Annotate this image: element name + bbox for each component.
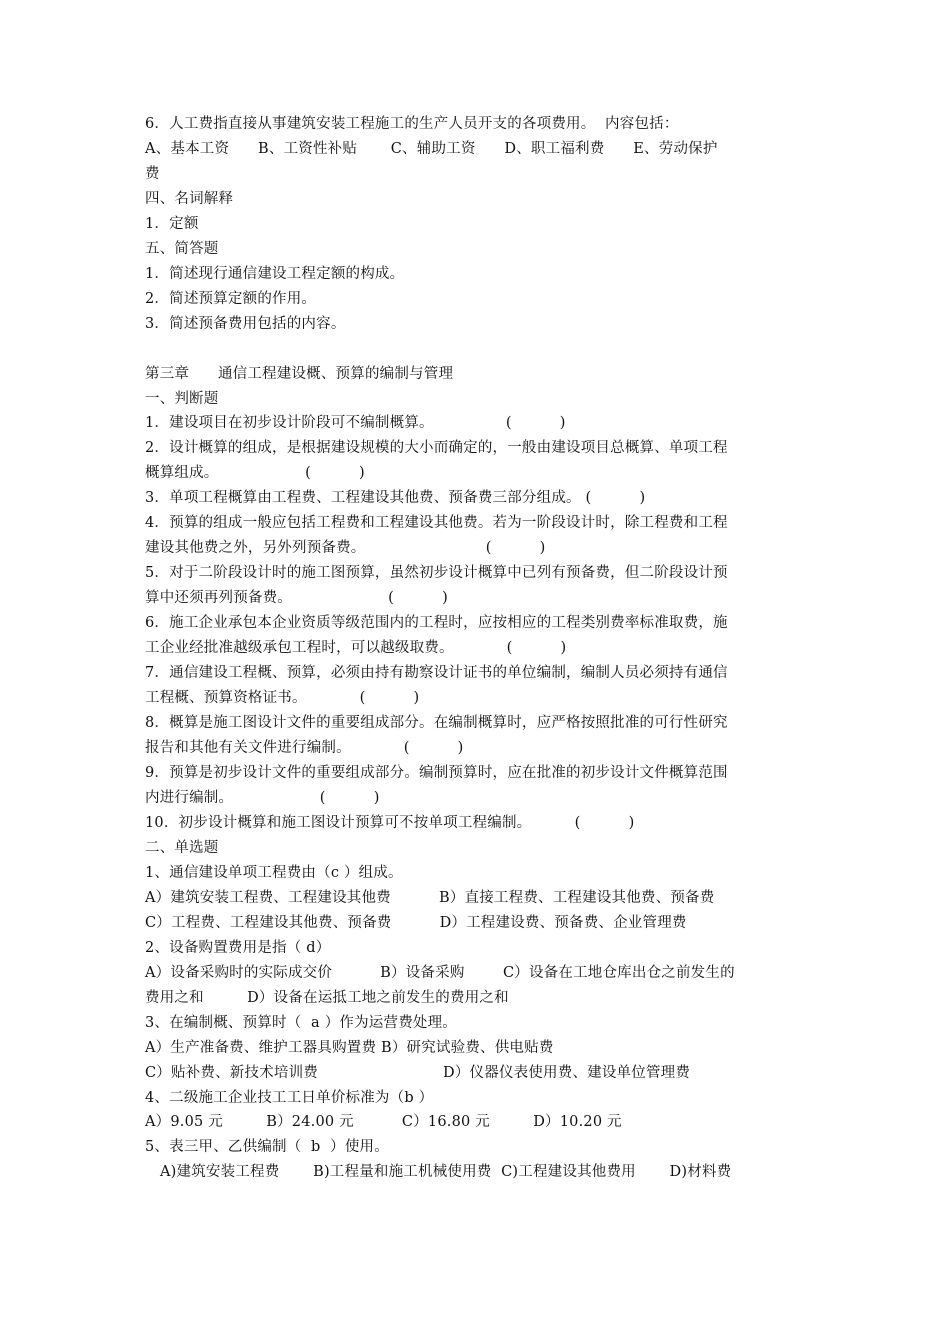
text-line: 5、表三甲、乙供编制（ b ）使用。 xyxy=(145,1139,389,1155)
text-line: 7．通信建设工程概、预算，必须由持有勘察设计证书的单位编制，编制人员必须持有通信 xyxy=(145,665,728,681)
text-line: 2、设备购置费用是指（ d） xyxy=(145,940,331,956)
text-line: 6．人工费指直接从事建筑安装工程施工的生产人员开支的各项费用。 内容包括： xyxy=(145,116,679,132)
text-line: 1、通信建设单项工程费由（c ）组成。 xyxy=(145,865,403,881)
text-line: 3．简述预备费用包括的内容。 xyxy=(145,316,346,332)
text-line: A、基本工资 B、工资性补贴 C、辅助工资 D、职工福利费 E、劳动保护 xyxy=(145,141,718,157)
text-line: 4、二级施工企业技工工日单价标准为（b ） xyxy=(145,1090,434,1106)
text-line: 1．定额 xyxy=(145,216,199,232)
text-line: C）贴补费、新技术培训费 D）仪器仪表使用费、建设单位管理费 xyxy=(145,1065,691,1081)
text-line: 2．简述预算定额的作用。 xyxy=(145,291,317,307)
text-line: 4．预算的组成一般应包括工程费和工程建设其他费。若为一阶段设计时，除工程费和工程 xyxy=(145,515,728,531)
text-line: 建设其他费之外，另外列预备费。 ( ) xyxy=(145,540,546,556)
text-line: 1．简述现行通信建设工程定额的构成。 xyxy=(145,266,405,282)
text-line: C）工程费、工程建设其他费、预备费 D）工程建设费、预备费、企业管理费 xyxy=(145,915,687,931)
text-line: 1．建设项目在初步设计阶段可不编制概算。 ( ) xyxy=(145,415,566,431)
section-heading: 五、简答题 xyxy=(145,241,219,257)
chapter-heading: 第三章 通信工程建设概、预算的编制与管理 xyxy=(145,366,454,382)
text-line: 9．预算是初步设计文件的重要组成部分。编制预算时，应在批准的初步设计文件概算范围 xyxy=(145,765,728,781)
text-line: A）9.05 元 B）24.00 元 C）16.80 元 D）10.20 元 xyxy=(145,1114,622,1130)
text-line: 费 xyxy=(145,166,160,182)
section-heading: 四、名词解释 xyxy=(145,191,234,207)
text-line: 工程概、预算资格证书。 ( ) xyxy=(145,690,420,706)
text-line: 6．施工企业承包本企业资质等级范围内的工程时，应按相应的工程类别费率标准取费，施 xyxy=(145,615,728,631)
text-line: 报告和其他有关文件进行编制。 ( ) xyxy=(145,740,464,756)
text-line: 费用之和 D）设备在运抵工地之前发生的费用之和 xyxy=(145,990,509,1006)
text-line: 工企业经批准越级承包工程时，可以越级取费。 ( ) xyxy=(145,640,567,656)
section-heading: 二、单选题 xyxy=(145,840,219,856)
text-line: A）设备采购时的实际成交价 B）设备采购 C）设备在工地仓库出仓之前发生的 xyxy=(145,965,735,981)
text-line: A）生产准备费、维护工器具购置费 B）研究试验费、供电贴费 xyxy=(145,1040,554,1056)
text-line: A)建筑安装工程费 B)工程量和施工机械使用费 C)工程建设其他费用 D)材料费 xyxy=(160,1164,732,1180)
text-line: 5．对于二阶段设计时的施工图预算，虽然初步设计概算中已列有预备费，但二阶段设计预 xyxy=(145,565,728,581)
text-line: 算中还须再列预备费。 ( ) xyxy=(145,590,448,606)
text-line: 3、在编制概、预算时（ a ）作为运营费处理。 xyxy=(145,1015,457,1031)
section-heading: 一、判断题 xyxy=(145,391,219,407)
text-line: 8．概算是施工图设计文件的重要组成部分。在编制概算时，应严格按照批准的可行性研究 xyxy=(145,715,728,731)
text-line: 概算组成。 ( ) xyxy=(145,465,365,481)
text-line: 10．初步设计概算和施工图设计预算可不按单项工程编制。 ( ) xyxy=(145,815,635,831)
text-line: 2．设计概算的组成，是根据建设规模的大小而确定的，一般由建设项目总概算、单项工程 xyxy=(145,440,728,456)
text-line: 3．单项工程概算由工程费、工程建设其他费、预备费三部分组成。 ( ) xyxy=(145,490,646,506)
text-line: A）建筑安装工程费、工程建设其他费 B）直接工程费、工程建设其他费、预备费 xyxy=(145,890,715,906)
text-line: 内进行编制。 ( ) xyxy=(145,790,380,806)
